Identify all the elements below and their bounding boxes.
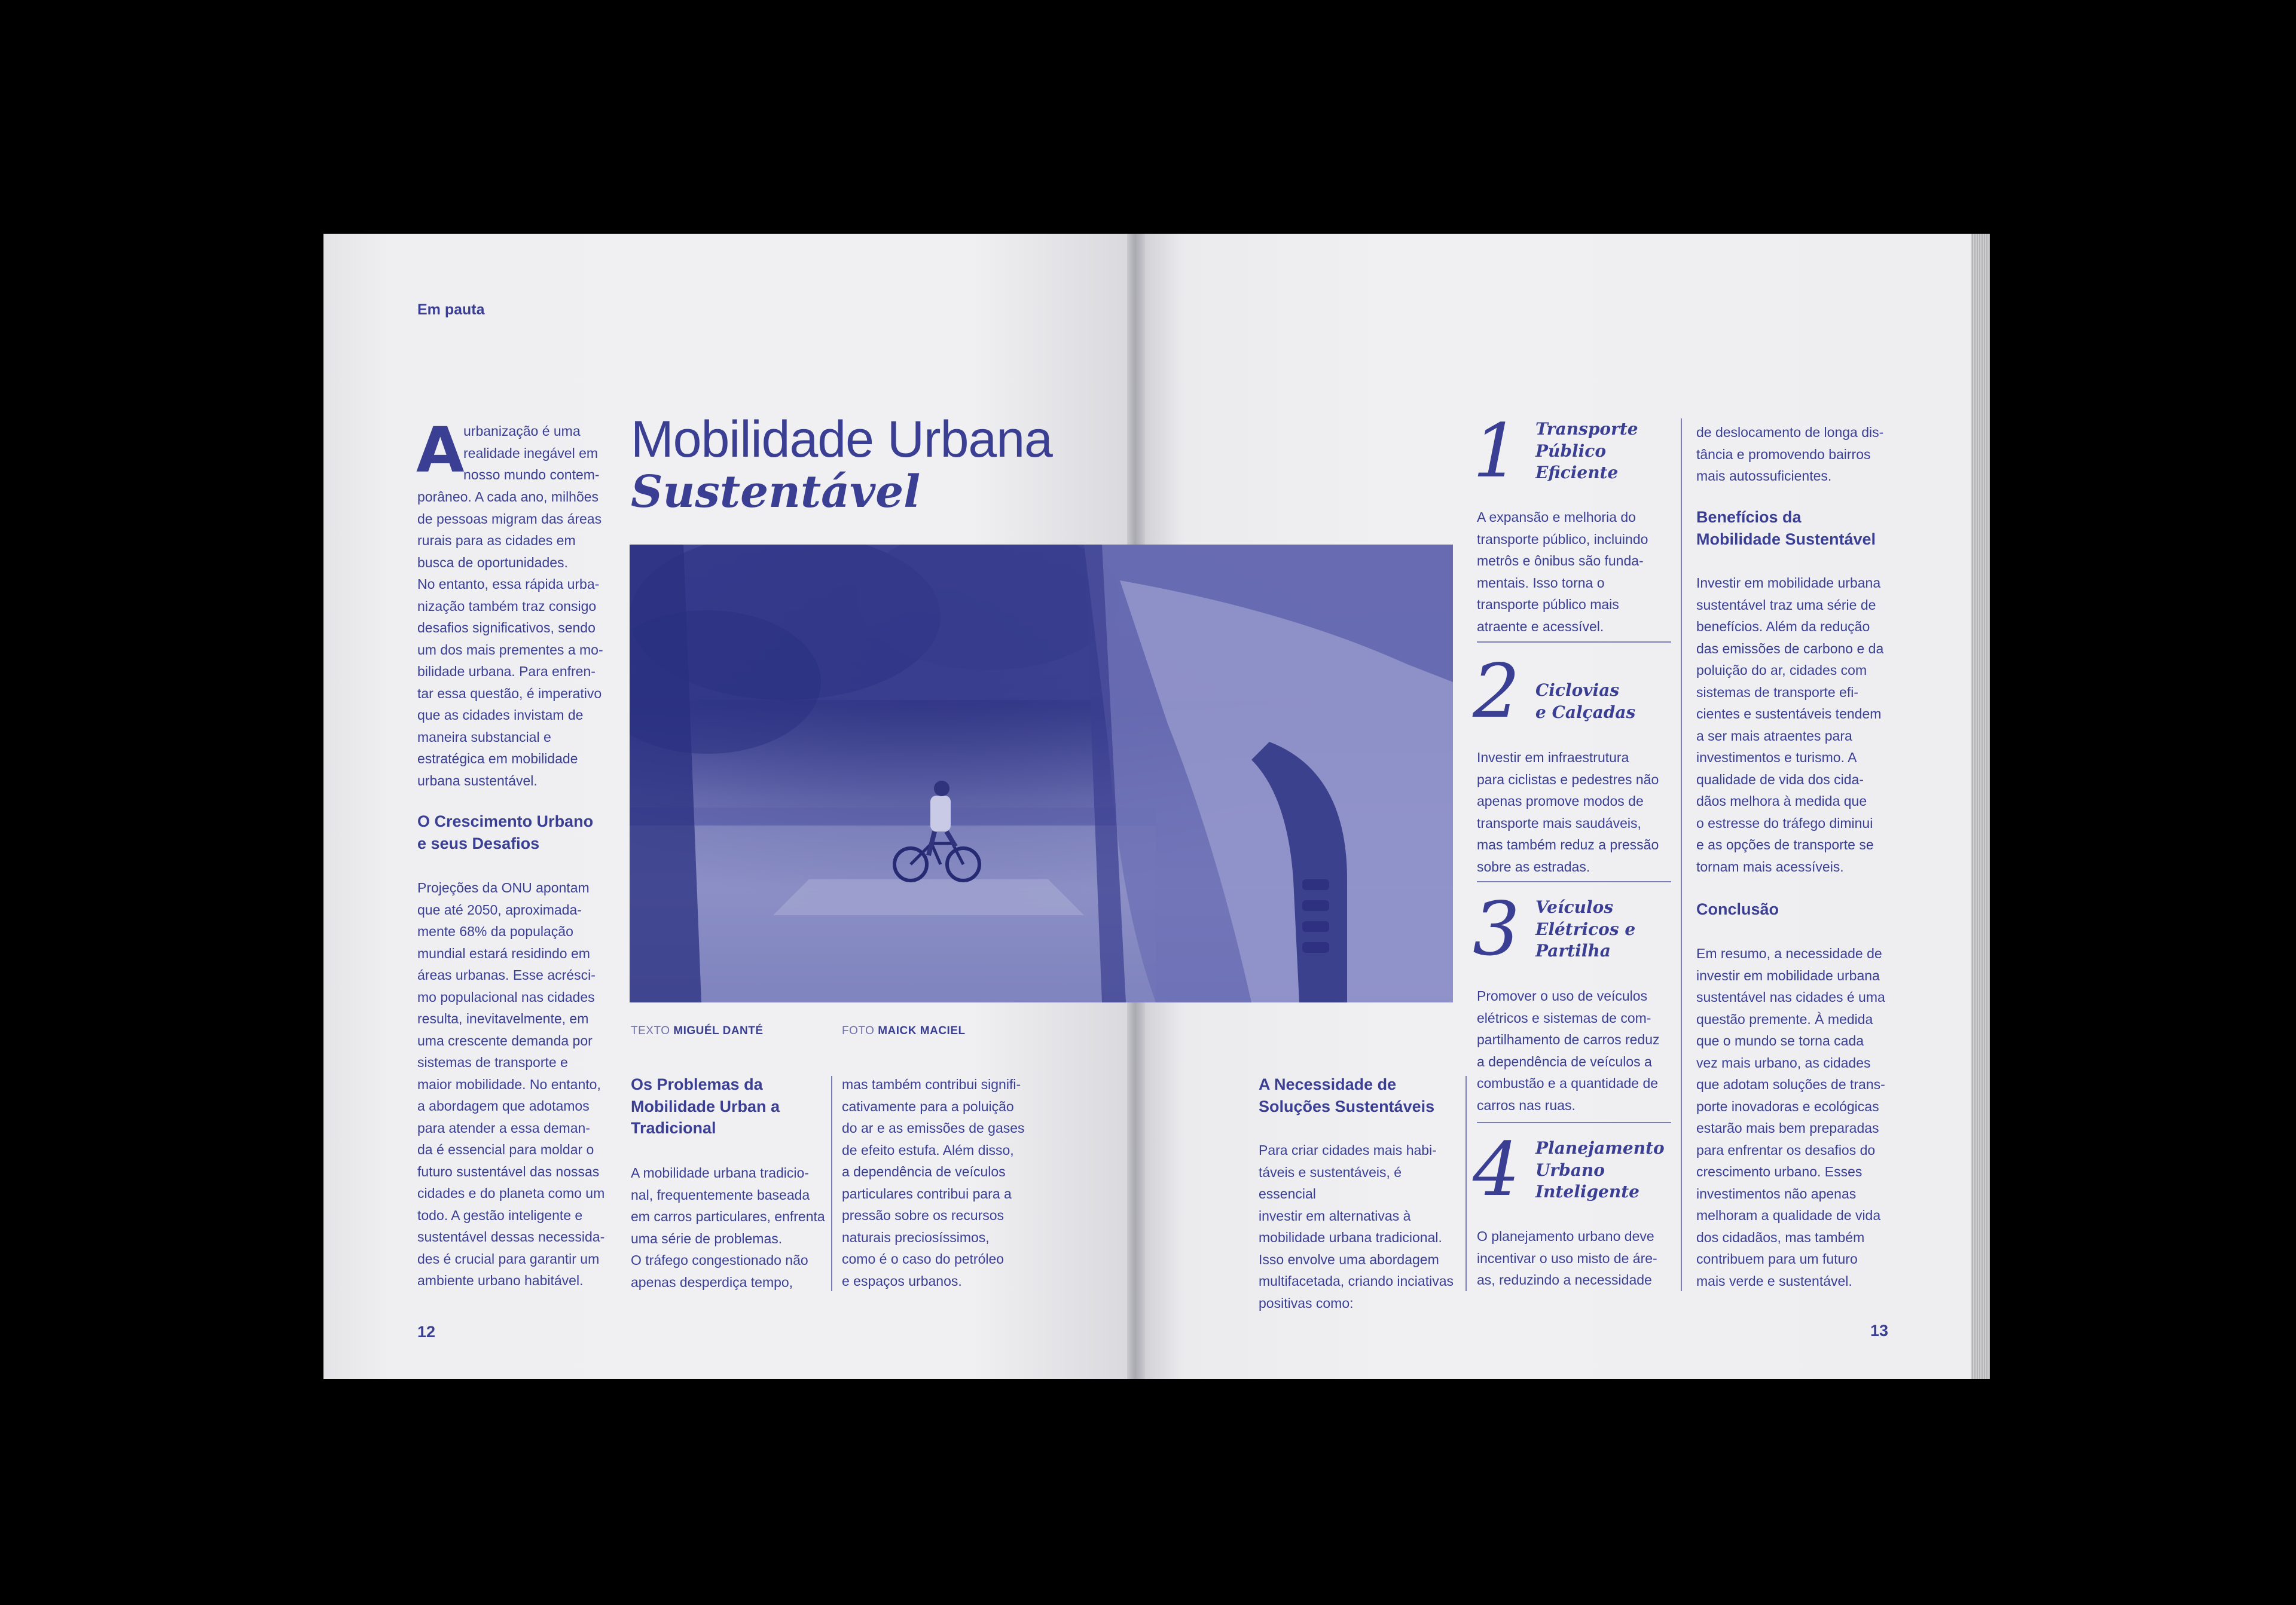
body-line: apenas desperdiça tempo, [631,1274,793,1290]
item-title-line: Transporte [1535,419,1638,439]
body-line: A mobilidade urbana tradicio- [631,1165,809,1181]
body-line: futuro sustentável das nossas [417,1163,600,1179]
body-line: benefícios. Além da redução [1696,619,1870,634]
body-line: mais verde e sustentável. [1696,1273,1852,1289]
body-line: para enfrentar os desafios do [1696,1142,1876,1158]
body-line: combustão e a quantidade de [1477,1075,1659,1091]
intro-line: urbanização é uma [463,423,581,439]
body-line: Promover o uso de veículos [1477,988,1648,1004]
section-body-necessidade [1259,1139,1462,1314]
body-line: do ar e as emissões de gases [842,1120,1025,1136]
item-number-2: 2 [1473,649,1520,735]
intro-line: estratégica em mobilidade [417,751,578,766]
intro-line: busca de oportunidades. [417,554,568,570]
body-line: todo. A gestão inteligente e [417,1207,583,1223]
body-line: ambiente urbano habitável. [417,1273,584,1288]
body-line: sustentável dessas necessida- [417,1229,605,1245]
section-body-conclusao [1696,943,1900,1292]
body-line: mentais. Isso torna o [1477,574,1605,591]
body-line: contribuem para um futuro [1696,1251,1858,1267]
cyclist-photo [630,545,1453,1002]
body-line: questão premente. À medida [1696,1011,1873,1027]
body-line: melhoram a qualidade de vida [1696,1207,1881,1223]
heading-line: e seus Desafios [417,834,540,852]
body-line: positivas como: [1259,1295,1354,1311]
body-line: vez mais urbano, as cidades [1696,1054,1871,1071]
item-title-line: Elétricos e [1535,919,1636,939]
body-line: nal, frequentemente baseada [631,1187,810,1203]
body-line: sistemas de transporte efi- [1696,684,1859,700]
body-line: que até 2050, aproximada- [417,901,582,918]
running-head: Em pauta [417,301,485,318]
body-line: cativamente para a poluição [842,1098,1014,1114]
item-title-line: Partilha [1535,941,1611,961]
body-line: Projeções da ONU apontam [417,880,590,895]
item-number-3: 3 [1473,886,1520,973]
heading-line: Mobilidade Urban a [631,1097,780,1115]
section-heading-necessidade [1259,1074,1456,1117]
photo-illustration [630,545,1453,1002]
page-number-right: 13 [1870,1322,1889,1340]
section-heading-problemas [631,1074,828,1139]
body-line: estarão mais bem preparadas [1696,1120,1879,1136]
item-title-line: Eficiente [1535,463,1619,482]
body-line: particulares contribui para a [842,1185,1012,1202]
body-line: de deslocamento de longa dis- [1696,424,1884,440]
body-line: O planejamento urbano deve [1477,1228,1654,1244]
item-title-line: Veículos [1535,897,1614,917]
intro-line: que as cidades invistam de [417,707,584,723]
body-line: partilhamento de carros reduz [1477,1032,1660,1047]
body-line: sustentável traz uma série de [1696,597,1876,613]
item-title-line: Público [1535,441,1606,461]
body-line: cientes e sustentáveis tendem [1696,706,1882,722]
item-divider [1477,1122,1671,1123]
body-line: e espaços urbanos. [842,1273,962,1289]
body-line: as, reduzindo a necessidade [1477,1272,1652,1288]
item-body-2 [1477,747,1674,878]
heading-line: Tradicional [631,1119,716,1137]
body-line: A expansão e melhoria do [1477,509,1636,525]
body-line: carros nas ruas. [1477,1097,1576,1113]
section-body-beneficios [1696,572,1900,878]
body-line: transporte público, incluindo [1477,531,1648,547]
body-line: sustentável nas cidades é uma [1696,989,1885,1005]
section-heading-beneficios [1696,506,1900,550]
photo-credit [842,1025,966,1038]
intro-paragraph [417,486,621,791]
col3-continuation [1696,421,1900,487]
body-line: de efeito estufa. Além disso, [842,1142,1014,1158]
body-line: mobilidade urbana tradicional. [1259,1230,1442,1245]
item-divider [1477,641,1671,643]
body-line: que adotam soluções de trans- [1696,1077,1885,1092]
text-credit [631,1025,764,1038]
body-line: maior mobilidade. No entanto, [417,1076,601,1092]
body-line: mas também reduz a pressão [1477,837,1659,852]
body-line: Isso envolve uma abordagem [1259,1251,1439,1267]
body-line: qualidade de vida dos cida- [1696,771,1864,787]
body-line: elétricos e sistemas de com- [1477,1010,1651,1026]
body-line: mente 68% da população [417,924,573,939]
item-divider [1477,881,1671,882]
article-title [631,412,1052,518]
item-title-line: Planejamento [1535,1138,1665,1158]
body-line: cidades e do planeta como um [417,1185,605,1201]
item-title-line: e Calçadas [1535,702,1636,722]
body-line: crescimento urbano. Esses [1696,1164,1863,1179]
body-line: des é crucial para garantir um [417,1251,600,1267]
body-line: porte inovadoras e ecológicas [1696,1098,1879,1114]
section-heading-conclusao: Conclusão [1696,900,1779,918]
heading-line: O Crescimento Urbano [417,812,594,830]
body-line: apenas promove modos de [1477,793,1644,809]
body-line: a abordagem que adotamos [417,1098,590,1114]
item-title-4 [1535,1138,1679,1203]
column-divider [831,1076,832,1291]
body-line: resulta, inevitavelmente, em [417,1011,589,1026]
body-line: que o mundo se torna cada [1696,1033,1864,1048]
body-line: O tráfego congestionado não [631,1252,808,1268]
body-line: sistemas de transporte e [417,1054,568,1070]
item-number-1: 1 [1473,408,1520,494]
intro-line: nização também traz consigo [417,598,597,614]
heading-line: A Necessidade de [1259,1075,1397,1093]
body-line: em carros particulares, enfrenta [631,1209,825,1224]
body-line: investir em alternativas à [1259,1207,1411,1224]
body-line: a dependência de veículos [842,1164,1006,1179]
body-line: táveis e sustentáveis, é essencial [1259,1164,1402,1202]
intro-line: de pessoas migram das áreas [417,510,602,527]
body-line: pressão sobre os recursos [842,1207,1004,1223]
body-line: para ciclistas e pedestres não [1477,771,1659,787]
credit-label: FOTO [842,1025,875,1037]
body-line: mo populacional nas cidades [417,989,595,1005]
body-line: poluição do ar, cidades com [1696,662,1867,678]
body-line: e as opções de transporte se [1696,837,1874,852]
body-line: sobre as estradas. [1477,858,1590,875]
body-line: Para criar cidades mais habi- [1259,1142,1437,1158]
body-line: metrôs e ônibus são funda- [1477,553,1644,568]
credit-name: MIGUÉL DANTÉ [673,1025,764,1037]
body-line: atraente e acessível. [1477,618,1604,634]
body-line: mais autossuficientes. [1696,468,1832,484]
body-line: Investir em mobilidade urbana [1696,575,1881,591]
body-line: áreas urbanas. Esse acrésci- [417,967,596,983]
section-body-problemas-col2 [842,1074,1045,1292]
article-title-line1: Mobilidade Urbana [631,411,1052,468]
heading-line: Benefícios da [1696,508,1802,526]
credit-label: TEXTO [631,1025,670,1037]
item-body-4 [1477,1225,1674,1291]
body-line: a dependência de veículos a [1477,1053,1652,1069]
body-line: tornam mais acessíveis. [1696,858,1844,875]
body-line: o estresse do tráfego diminui [1696,815,1873,831]
body-line: uma crescente demanda por [417,1032,593,1048]
intro-line: realidade inegável em [463,445,599,461]
body-line: da é essencial para moldar o [417,1142,594,1157]
body-line: uma série de problemas. [631,1230,783,1246]
credit-name: MAICK MACIEL [878,1025,966,1037]
body-line: investimentos não apenas [1696,1185,1857,1202]
body-line: como é o caso do petróleo [842,1251,1004,1267]
body-line: investimentos e turismo. A [1696,750,1857,765]
section-heading-crescimento [417,811,621,854]
drop-cap: A [416,414,465,487]
body-line: dos cidadãos, mas também [1696,1229,1865,1245]
heading-line: Os Problemas da [631,1075,763,1093]
item-number-4: 4 [1473,1127,1520,1213]
page-edges [1971,234,1990,1379]
item-title-2 [1535,680,1679,723]
body-line: incentivar o uso misto de áre- [1477,1250,1657,1266]
item-title-line: Ciclovias [1535,680,1620,700]
intro-line: maneira substancial e [417,729,551,745]
item-body-1 [1477,506,1674,637]
page-number-left: 12 [417,1323,436,1341]
body-line: transporte mais saudáveis, [1477,815,1641,831]
body-line: Investir em infraestrutura [1477,750,1629,765]
body-line: naturais preciosíssimos, [842,1229,990,1245]
body-line: mas também contribui signifi- [842,1077,1021,1092]
intro-line: No entanto, essa rápida urba- [417,576,600,592]
body-line: multifacetada, criando inciativas [1259,1273,1454,1289]
article-title-line2: Sustentável [631,466,921,518]
body-line: das emissões de carbono e da [1696,640,1884,656]
body-line: mundial estará residindo em [417,945,590,961]
body-line: a ser mais atraentes para [1696,727,1852,744]
body-line: para atender a essa deman- [417,1120,590,1136]
item-title-line: Urbano [1535,1160,1605,1180]
heading-line: Soluções Sustentáveis [1259,1097,1435,1115]
section-body-problemas [631,1162,834,1293]
item-body-3 [1477,985,1674,1116]
intro-line: rurais para as cidades em [417,533,576,548]
item-title-1 [1535,418,1679,484]
body-line: tância e promovendo bairros [1696,446,1871,462]
intro-line: bilidade urbana. Para enfren- [417,664,596,679]
body-line: transporte público mais [1477,597,1619,612]
intro-line: porâneo. A cada ano, milhões [417,489,599,505]
intro-first-lines [463,420,619,486]
intro-line: um dos mais prementes a mo- [417,641,603,658]
body-line: Em resumo, a necessidade de [1696,946,1882,961]
intro-line: urbana sustentável. [417,772,538,788]
item-title-line: Inteligente [1535,1182,1639,1202]
heading-line: Mobilidade Sustentável [1696,530,1876,548]
intro-line: nosso mundo contem- [463,467,600,482]
body-line: investir em mobilidade urbana [1696,967,1880,983]
section-body-crescimento [417,877,621,1292]
item-title-3 [1535,897,1679,962]
intro-line: tar essa questão, é imperativo [417,685,602,701]
column-divider [1681,418,1682,1291]
body-line: dãos melhora à medida que [1696,793,1867,809]
column-divider [1465,1076,1467,1291]
intro-line: desafios significativos, sendo [417,620,596,635]
